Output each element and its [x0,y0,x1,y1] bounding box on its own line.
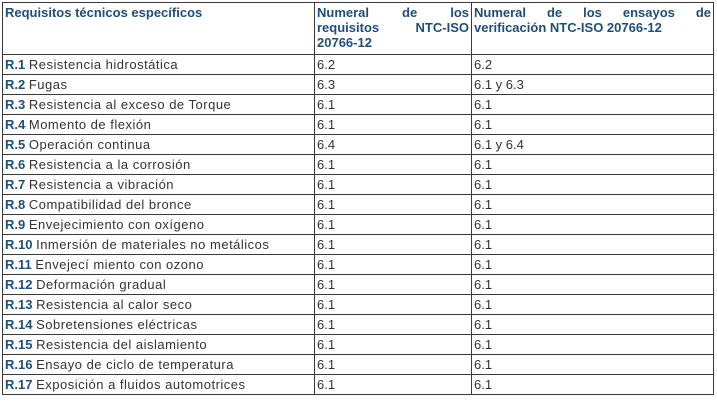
test-numeral: 6.1 [472,235,714,255]
requirement-cell [3,335,315,355]
table-row [3,315,714,335]
requirement-numeral: 6.1 [315,215,472,235]
requirement-name: Resistencia a la corrosión [28,157,191,172]
table-row [3,295,714,315]
requirement-name: Inmersión de materiales no metálicos [36,237,270,252]
requirement-name: Resistencia al calor seco [36,297,193,312]
header-requirements: Requisitos técnicos específicos [3,3,315,55]
requirement-cell [3,355,315,375]
test-numeral: 6.2 [472,55,714,75]
requirement-code: R.12 [5,277,33,292]
requirement-name: Sobretensiones eléctricas [36,317,198,332]
requirement-numeral: 6.1 [315,95,472,115]
requirement-numeral: 6.4 [315,135,472,155]
requirement-name: Resistencia del aislamiento [36,337,208,352]
requirement-numeral: 6.2 [315,55,472,75]
requirement-code: R.11 [5,257,32,272]
test-numeral: 6.1 [472,375,714,395]
table-row [3,75,714,95]
table-row [3,335,714,355]
requirement-code: R.15 [5,337,33,352]
test-numeral: 6.1 [472,175,714,195]
requirement-code: R.16 [5,357,33,372]
requirement-name: Resistencia a vibración [28,177,175,192]
requirement-code: R.14 [5,317,33,332]
test-numeral: 6.1 [472,115,714,135]
test-numeral: 6.1 y 6.3 [472,75,714,95]
requirement-code: R.17 [5,377,33,392]
requirement-code: R.6 [5,157,26,172]
requirement-code: R.2 [5,77,26,92]
requirement-cell [3,295,315,315]
requirement-cell [3,115,315,135]
test-numeral: 6.1 [472,155,714,175]
requirement-cell [3,55,315,75]
table-row [3,235,714,255]
requirement-numeral: 6.1 [315,315,472,335]
requirement-cell [3,255,315,275]
requirement-name: Deformación gradual [36,277,167,292]
requirement-code: R.1 [5,57,26,72]
requirement-name: Operación continua [28,137,151,152]
requirement-numeral: 6.1 [315,275,472,295]
table-header-row [3,3,714,55]
table-row [3,175,714,195]
table-body [3,55,714,395]
table-row [3,135,714,155]
requirement-cell [3,235,315,255]
test-numeral: 6.1 [472,275,714,295]
requirement-code: R.5 [5,137,26,152]
requirement-name: Envejecí miento con ozono [35,257,204,272]
test-numeral: 6.1 [472,295,714,315]
requirement-numeral: 6.1 [315,115,472,135]
test-numeral: 6.1 [472,255,714,275]
requirement-cell [3,135,315,155]
test-numeral: 6.1 [472,95,714,115]
requirement-cell [3,275,315,295]
test-numeral: 6.1 [472,335,714,355]
table-row [3,275,714,295]
requirement-cell [3,215,315,235]
requirement-numeral: 6.3 [315,75,472,95]
requirement-cell [3,75,315,95]
test-numeral: 6.1 [472,355,714,375]
requirement-cell [3,175,315,195]
requirement-cell [3,155,315,175]
requirement-numeral: 6.1 [315,175,472,195]
table-row [3,355,714,375]
test-numeral: 6.1 [472,315,714,335]
table-row [3,195,714,215]
requirement-code: R.13 [5,297,33,312]
requirement-code: R.4 [5,117,26,132]
requirement-numeral: 6.1 [315,255,472,275]
header-requirement-numeral: Numeral de los requisitos NTC-ISO 20766-12 [315,3,472,55]
requirement-numeral: 6.1 [315,155,472,175]
table-row [3,215,714,235]
requirement-name: Resistencia al exceso de Torque [28,97,232,112]
requirement-cell [3,315,315,335]
requirement-cell [3,95,315,115]
requirement-numeral: 6.1 [315,335,472,355]
requirement-name: Ensayo de ciclo de temperatura [36,357,234,372]
requirement-numeral: 6.1 [315,235,472,255]
requirements-table [2,2,714,395]
test-numeral: 6.1 [472,195,714,215]
table-row [3,115,714,135]
requirement-code: R.7 [5,177,26,192]
requirement-cell [3,375,315,395]
requirement-numeral: 6.1 [315,355,472,375]
requirement-name: Compatibilidad del bronce [28,197,192,212]
table-row [3,95,714,115]
requirement-name: Momento de flexión [28,117,152,132]
requirement-name: Envejecimiento con oxígeno [28,217,205,232]
requirement-numeral: 6.1 [315,295,472,315]
requirement-name: Exposición a fluidos automotrices [36,377,246,392]
requirement-code: R.8 [5,197,26,212]
table-row [3,155,714,175]
table-row [3,55,714,75]
requirement-cell [3,195,315,215]
header-test-numeral: Numeral de los ensayos de verificación NTC-ISO 20766-12 [472,3,714,55]
test-numeral: 6.1 [472,215,714,235]
requirement-code: R.9 [5,217,26,232]
requirement-code: R.10 [5,237,33,252]
requirement-numeral: 6.1 [315,195,472,215]
test-numeral: 6.1 y 6.4 [472,135,714,155]
table-row [3,255,714,275]
requirement-code: R.3 [5,97,26,112]
requirement-name: Resistencia hidrostática [28,57,179,72]
table-row [3,375,714,395]
requirement-numeral: 6.1 [315,375,472,395]
requirement-name: Fugas [28,77,68,92]
